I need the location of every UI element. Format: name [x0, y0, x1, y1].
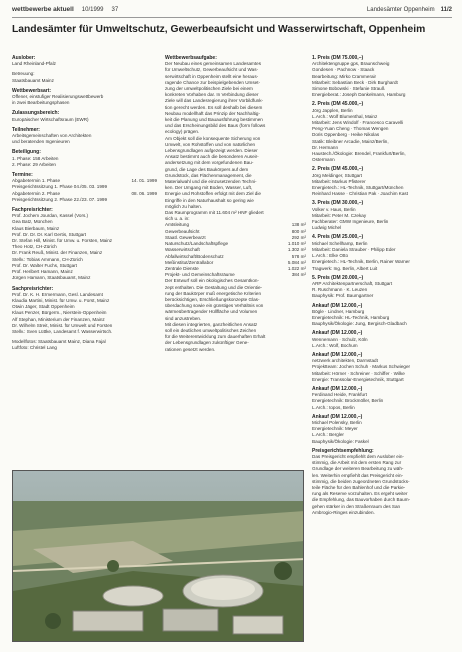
prize-line: netzwerk architekten, Darmstadt [312, 358, 378, 364]
date-value: 08. 06. 1999 [131, 190, 157, 196]
prize-line: Reinhard Hasse · Christian Pak · Joachim Kast [312, 191, 408, 197]
program-label: Wasserwirtschaft [165, 247, 200, 253]
program-area: 138 m² [291, 222, 306, 228]
program-label: Zentrale Dienste [165, 265, 199, 271]
prize-entry [312, 330, 454, 349]
info-section [12, 71, 157, 83]
task-text-line: grund, die Lage des Baukörpers auf dem [165, 166, 249, 172]
section-heading: Fachpreisrichter: [12, 207, 53, 214]
task-text-line: überdachung sowie ein günstiges Verhältnis von [165, 303, 264, 309]
prize-line: Ambrogio-Ringes einzubinden. [312, 509, 375, 515]
program-area: 1.302 m² [287, 247, 306, 253]
prize-heading: Ankauf (DM 12.000,–) [312, 302, 363, 309]
prize-entry [312, 414, 454, 445]
prize-line: Bauphysik/Ökologie: Jung, Bergisch-Gladbach [312, 321, 407, 327]
date-label: Abgabetermin 1. Phase [12, 178, 61, 184]
task-text-line: rung der Baukörper muß energetische Kriterien [165, 290, 262, 296]
date-label: Abgabetermin 2. Phase [12, 190, 61, 196]
section-line: Theo Hotz, CH-Zürich [12, 244, 57, 250]
section-heading: Teilnehmer: [12, 126, 40, 133]
prize-line: Michael Polensky, Berlin [312, 419, 362, 425]
section-line: Staatsbauamt Mainz [12, 77, 54, 83]
task-text-line: Der Entwurf soll ein ökologisches Gesamtkon- [165, 278, 259, 284]
prize-heading: 1. Preis (DM 75.000,–) [312, 55, 364, 61]
prize-line: gehen stärker in den Straßenraum des San [312, 503, 401, 509]
prize-line: stimmig, die beiden zugeordneten Grundstücks- [312, 478, 410, 484]
prize-entry [312, 303, 454, 328]
prize-line: Architektengruppe gps, Braunschweig [312, 61, 390, 67]
section-line: Offener, einstufiger Realisierungswettbewerb [12, 94, 104, 100]
section-line: Prof. Dr. Walter Fuchs, Stuttgart [12, 262, 77, 268]
section-line: Klaudia Martini, Minist. für Umw. u. Forst, Mainz [12, 297, 110, 303]
prize-entry [312, 200, 454, 231]
prize-line: teile Fläche für den Bahlenhof und die Parkie- [312, 485, 406, 490]
section-line: Modellfotos: Staatsbauamt Mainz, Diana Fajal [12, 339, 106, 345]
prize-line: Ostermann [312, 157, 335, 163]
section-line: in zwei Bearbeitungsphasen [12, 100, 70, 106]
task-text-line: sich u. a. in: [165, 216, 190, 222]
prize-line: R. Ruschmann · K. Leuzen [312, 287, 368, 293]
prize-line: L.Arch.: topos, Berlin [312, 404, 355, 410]
task-text-line: zung der umweltpolitischen Ziele bei einem [165, 86, 253, 92]
section-heading: Termine: [12, 172, 33, 179]
prize-line: Mitarbeit: Peter M. Czekay [312, 212, 367, 218]
prize-heading: Ankauf (DM 12.000,–) [312, 351, 363, 358]
task-text-line: tion gerecht werden. Es soll deshalb bei diesem [165, 104, 263, 110]
info-section [12, 207, 157, 281]
program-label: Amtsleitung [165, 222, 190, 228]
prize-line: Energietech.: HL-Technik, Stuttgart/München [312, 185, 404, 191]
prize-line: Jörg Japplen, Berlin [312, 107, 353, 113]
prize-heading: 2. Preis (DM 45.000,–) [312, 166, 364, 173]
program-label: Naturschutz/Landschaftspflege [165, 241, 229, 247]
section-line: Otwin Jäger, Stadt Oppenheim [12, 304, 75, 310]
task-text-line: und das Erscheinungsbild des Baus (form follows [165, 123, 266, 129]
task-text-line: zept enthalten. Die Gestaltung und die Orientie- [165, 284, 263, 290]
section-line: Land Rheinland-Pfalz [12, 61, 56, 67]
date-label: Preisgerichtssitzung 1. Phase 04./05. 03. 1999 [12, 184, 107, 190]
column-middle [165, 55, 306, 353]
task-text-line: Umwelt, von Rohstoffen und von natürlichen [165, 141, 256, 147]
prize-line: stimmig, die Arbeit mit dem ersten Rang zur [312, 460, 402, 466]
column-left [12, 55, 157, 356]
task-text-line: Energie und Rohstoffen erfolgt mit dem Ziel die [165, 191, 261, 197]
task-text-line: ecology) prägen. [165, 129, 200, 135]
prize-entry [312, 55, 454, 98]
info-section [12, 55, 157, 67]
prize-line: Dr. Hermann [312, 144, 339, 150]
prize-line: Michael Schellhamp, Berlin [312, 240, 368, 246]
section-line: und beratenden Ingenieuren [12, 139, 70, 145]
prize-line: L.Arch.: Wolf Blumenthal, Mainz [312, 113, 378, 119]
task-text-line: konkreten Vorhaben dar. In Verbindung dieser [165, 92, 259, 98]
prize-line: Mitarbeit: Daniela Strauber · Philipp Eder [312, 246, 396, 252]
date-value: 14. 01. 1999 [131, 178, 157, 184]
prize-line: Das Preisgericht empfiehlt dem Auslober ein- [312, 453, 404, 459]
prize-line: Energietech.: HL-Technik, Berlin, Rainer Warner [312, 259, 410, 265]
section-heading: Zulassungsbereich: [12, 110, 60, 117]
prize-line: Energietechnik: Meyer [312, 426, 358, 432]
column-right [312, 55, 454, 519]
task-text-line: der Lebensgrundlagen zukünftiger Gene- [165, 340, 249, 346]
section-heading: Wettbewerbsaufgabe: [165, 55, 217, 61]
prize-line: Energietechnik: HL-Technik, Hamburg [312, 314, 390, 320]
section-line: Klaus Bierbaum, Mainz [12, 225, 60, 231]
prize-entry [312, 448, 454, 516]
prize-line: Mitarbeit: Markus Pfisterer [312, 178, 366, 184]
section-line: Jürgen Hamann, Staatsbauamt, Mainz [12, 275, 91, 281]
issue-number: 10/1999 [81, 7, 104, 13]
program-label: Meßinstitut/Zentrallabor [165, 259, 214, 265]
section-line: Stellv.: Tobias Ammann, CH-Zürich [12, 256, 83, 262]
info-section [12, 172, 157, 203]
task-text-line: rationen gesetzt werden. [165, 346, 216, 352]
aerial-photo [12, 470, 304, 642]
prize-line: Energietechnik: Brockmöller, Berlin [312, 398, 384, 404]
info-section [12, 149, 157, 168]
task-text-line: andersetzung mit dem vorgefundenen Bau- [165, 160, 254, 166]
section-line: Dr. Stefan Hill, Minist. für Umw. u. Forsten, Mainz [12, 238, 113, 244]
prize-heading: 4. Preis (DM 25.000,–) [312, 234, 364, 241]
task-text-line: Ziele will das Landesregierung ihrer Vorbildfunk- [165, 98, 264, 104]
program-area: 5.084 m² [287, 259, 306, 265]
prize-line: Simone Bobowski · Stefanie Strauß [312, 86, 385, 92]
task-text-line: Grundstück, das Flächenmanagement, die [165, 172, 252, 178]
section-line: Prof. Dr. K. H. Ermermann, Gesl. Landesamt [12, 291, 103, 297]
section-heading: Wettbewerbsart: [12, 87, 52, 94]
page-header [12, 6, 452, 18]
section-line: Luftfoto: Christel Lang [12, 345, 57, 351]
prize-line: Mitarbeit: Jens Windolf · Francesco Caravelli [312, 120, 404, 126]
section-line: Prof. Heribert Hamann, Mainz [12, 269, 73, 275]
task-text-line: serwirtschaft in Oppenheim stellt eine heraus- [165, 73, 259, 79]
section-line: 2. Phase: 29 Arbeiten [12, 161, 56, 167]
prize-line: L.Arch.: Elke Otto [312, 253, 348, 259]
running-title: Landesämter Oppenheim [366, 7, 435, 13]
prize-line: Fachberater: GMW Ingenieure, Berlin [312, 219, 389, 225]
prize-line: Haustech./Ökologie: Brendel, Frankfurt/Berlin, [312, 151, 406, 157]
section-heading: Auslober: [12, 55, 36, 61]
prize-heading: Ankauf (DM 12.000,–) [312, 330, 363, 337]
task-text-line: Der Neubau eines gemeinsamen Landesamtes [165, 61, 262, 67]
section-heading: Beteiligung: [12, 149, 41, 156]
prize-entry [312, 275, 454, 300]
program-area: 800 m² [291, 228, 306, 234]
task-text-line: sind anzustreben. [165, 315, 202, 321]
prize-line: Statik: Bleibner Arcadie, Mainz/Berlin, [312, 138, 389, 144]
date-row [12, 197, 157, 203]
info-section [12, 286, 157, 336]
info-section [12, 110, 157, 122]
prize-line: Projektteam: Jochen Schuh · Markus Schwieger [312, 364, 411, 370]
prize-heading: Ankauf (DM 12.000,–) [312, 385, 363, 392]
task-text-line: für Umweltschutz, Gewerbeaufsicht und Was- [165, 67, 259, 73]
prize-line: Bögle · Lindner, Hamburg [312, 308, 365, 314]
prize-heading: Preisgerichtsempfehlung: [312, 447, 374, 454]
prize-line: ARP Architektenpartnerschaft, Stuttgart [312, 280, 393, 286]
prize-line: Mitarbeit: Hörner · Schreiner · Schiffer · Wilke [312, 370, 405, 376]
section-line: Prof. Dr. Dr. Dr. Karl Gertis, Stuttgart [12, 231, 87, 237]
prize-entry [312, 166, 454, 197]
info-section [12, 339, 157, 351]
task-text-line: Am Objekt soll die konsequente Sicherung von [165, 135, 261, 141]
date-label: Preisgerichtssitzung 2. Phase 22./23. 07. 1999 [12, 196, 107, 202]
section-line: Dr. Wilhelm Streit, Minist. für Umwelt und Forsten [12, 322, 113, 328]
section-line: Klaus Penzer, Bürgerm., Nierstein-Oppenheim [12, 310, 107, 316]
prize-line: Gondesen · Pachnow · Staack [312, 67, 375, 73]
program-area: 384 m² [291, 272, 306, 278]
program-area: 1.022 m² [287, 265, 306, 271]
prize-entry [312, 386, 454, 411]
section-line: Betreuung: [12, 71, 35, 77]
prize-line: Grundlage der weiteren Bearbeitung zu wäh- [312, 466, 404, 472]
prize-line: L.Arch.: Bergler [312, 432, 344, 438]
task-text-line: Mit diesen integrierten, ganzheitlichen Ansatz [165, 321, 258, 327]
info-section [12, 88, 157, 107]
prize-line: Jörg Meldinger, Stuttgart [312, 172, 363, 178]
article-title: Landesämter für Umweltschutz, Gewerbeaufsicht und Wasserwirtschaft, Oppenheim [12, 24, 426, 35]
task-text-line: soll ein deutliches umweltpolitisches Zeichen [165, 327, 257, 333]
program-area: 578 m² [291, 253, 306, 259]
task-text-line: möglich zu halten. [165, 203, 203, 209]
section-line: 1. Phase: 158 Arbeiten [12, 155, 59, 161]
program-area: 1.010 m² [287, 241, 306, 247]
task-text-line: für die Weiterentwicklung zum dauerhaften Erhalt [165, 334, 266, 340]
prize-heading: Ankauf (DM 12.000,–) [312, 413, 363, 420]
prize-line: Peng-Yuan Cheng · Thomas Wengen [312, 126, 389, 132]
task-text-line: Eingriffe in den Naturhaushalt so gering wie [165, 197, 254, 203]
task-text-line: Materialwahl und die einzusetzenden Techni- [165, 179, 257, 185]
aerial-photo-graphic [13, 471, 304, 642]
task-text-line: Lebensgrundlagen aufgezeigt werden. Dieser [165, 148, 258, 154]
prize-entry [312, 101, 454, 163]
task-text-line: Das Raumprogramm mit 11.604 m² HNF gliedert [165, 210, 264, 216]
program-label: Projekt- und Gemeinschaftsräume [165, 272, 235, 278]
prize-line: Bauphysik/Ökologie: Faskel [312, 438, 369, 444]
prize-entry [312, 352, 454, 383]
section-line: Prof. Jochem Jourdan, Kassel (Vors.) [12, 213, 89, 219]
prize-line: Mitarbeit: Sebastian Beck · Dirk Burghardt [312, 79, 398, 85]
prize-line: len. Weiterhin empfiehlt das Preisgericht ein- [312, 472, 404, 478]
task-text-line: Neubau modellhaft das Prinzip der Nachhaltig- [165, 110, 260, 116]
prize-line: Tragwerk: Ing. Berlin, Albert Luit [312, 265, 378, 271]
program-label: Gewerbeaufsicht [165, 228, 200, 234]
section-heading: Sachpreisrichter: [12, 285, 54, 292]
prize-line: die Empfehlung, das Bauvorhaben durch Baum- [312, 497, 411, 503]
section-line: Europäischer Wirtschaftsraum (EWR) [12, 116, 89, 122]
task-text-line: ken. Der Umgang mit Boden, Wasser, Luft, [165, 185, 253, 191]
prize-line: Wennemann · Schulz, Köln [312, 336, 368, 342]
task-text-line: ragende Chance zur beispielgebenden Umset- [165, 79, 260, 85]
task-text-line: wärmeübertragender Hüllfläche und Volumen [165, 309, 258, 315]
magazine-name: wettbewerbe aktuell [12, 6, 74, 13]
program-label: Staatl. Gewerbearzt [165, 234, 206, 240]
prize-line: Volker v. Haus, Berlin [312, 206, 356, 212]
task-text-line: keit die Planung und Bauausführung bestimmen [165, 117, 263, 123]
prize-line: rung als Reserve vorzuhalten. Es ergeht weiter [312, 491, 408, 497]
prize-entry [312, 234, 454, 271]
program-label: Abfallwirtschaft/Bodenschutz [165, 253, 224, 259]
program-area: 292 m² [291, 234, 306, 240]
page-number-right: 11/2 [440, 7, 452, 13]
prize-line: Bearbeitung: Mirko Crammerair [312, 73, 377, 79]
prize-line: Bauphysik: Prof. Baumgartner [312, 293, 374, 299]
page-number-left: 37 [111, 7, 119, 13]
section-line: Dr. Frank Reuß, Minist. der Finanzen, Mainz [12, 250, 103, 256]
prize-line: Ferdinand Heide, Frankfurt [312, 392, 367, 398]
prize-heading: 2. Preis (DM 45.000,–) [312, 101, 364, 108]
prize-line: Ludwig Michel [312, 225, 342, 231]
prize-line: Energie: Transsolar-Energietechnik, Stuttgart [312, 376, 404, 382]
task-text-line: Ansatz bestimmt auch die besonderen Auseir- [165, 154, 259, 160]
section-line: Alf Stephan, Ministerium der Finanzen, Mainz [12, 316, 105, 322]
section-line: Stellv.: Sven Lüttke, Landesamt f. Wasserwirtsch. [12, 328, 113, 334]
prize-line: Energieberat.: Joseph Dankelmann, Hamburg [312, 92, 406, 98]
section-line: Arbeitsgemeinschaften von Architekten [12, 133, 92, 139]
prize-heading: 5. Preis (DM 20.000,–) [312, 274, 364, 281]
prize-line: L.Arch.: Wolf, Bochum [312, 342, 358, 348]
task-text-line: berücksichtigen, Erschließungskonzepte Glas- [165, 296, 260, 302]
section-line: Gea Batz, München [12, 219, 53, 225]
prize-heading: 3. Preis (DM 30.000,–) [312, 200, 364, 207]
info-section [12, 127, 157, 146]
prize-line: Doris Oppenberg · Heike Nikolas [312, 132, 380, 138]
